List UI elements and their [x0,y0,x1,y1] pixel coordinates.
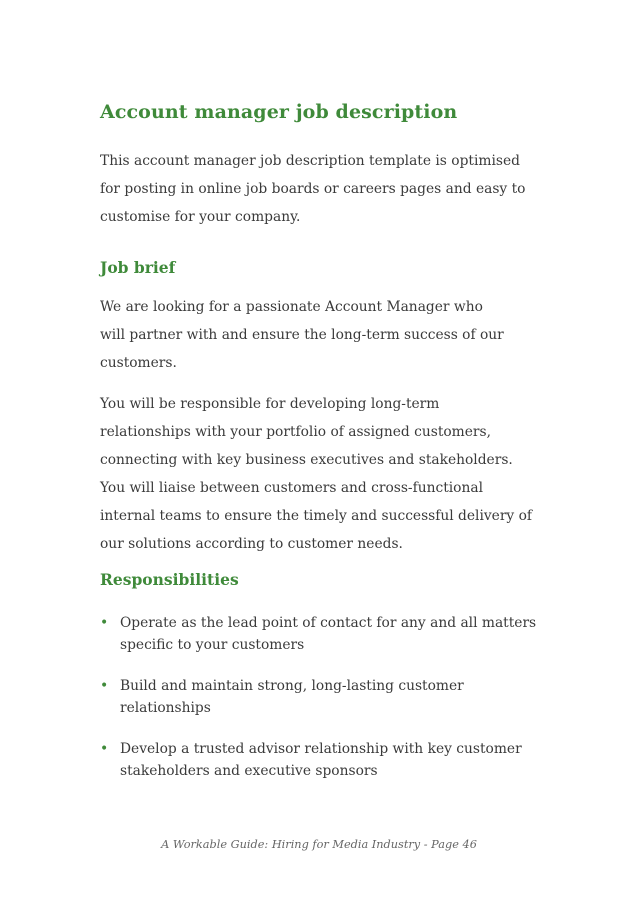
paragraph-line: our solutions according to customer needs. [100,536,403,552]
page-footer: A Workable Guide: Hiring for Media Industry - Page 46 [161,838,477,851]
bullet-icon: • [100,741,109,757]
list-item-text: Build and maintain strong, long-lasting customer relationships [120,678,464,716]
list-item [100,738,550,782]
paragraph-line: You will be responsible for developing long-term [100,396,440,412]
paragraph-line: We are looking for a passionate Account Manager who [100,299,483,315]
job-brief-paragraph-2 [100,390,545,558]
paragraph-line: customers. [100,355,177,371]
bullet-icon: • [100,615,109,631]
intro-line: This account manager job description template is optimised [100,153,520,169]
paragraph-line: will partner with and ensure the long-term success of our [100,327,504,343]
list-item [100,612,550,656]
job-brief-heading: Job brief [100,258,176,277]
list-item-text: Operate as the lead point of contact for any and all matters specific to your customers [120,615,537,653]
intro-line: for posting in online job boards or careers pages and easy to [100,181,526,197]
paragraph-line: connecting with key business executives and stakeholders. [100,452,513,468]
page-title: Account manager job description [100,101,458,123]
list-item-text: Develop a trusted advisor relationship with key customer stakeholders and executive sponsors [120,741,522,779]
intro-line: customise for your company. [100,209,301,225]
paragraph-line: relationships with your portfolio of assigned customers, [100,424,491,440]
bullet-icon: • [100,678,109,694]
job-brief-paragraph-1 [100,293,545,377]
intro-paragraph [100,147,545,231]
responsibilities-heading: Responsibilities [100,570,239,589]
paragraph-line: internal teams to ensure the timely and successful delivery of [100,508,533,524]
list-item [100,675,550,719]
responsibilities-list [100,612,550,801]
paragraph-line: You will liaise between customers and cross-functional [100,480,483,496]
